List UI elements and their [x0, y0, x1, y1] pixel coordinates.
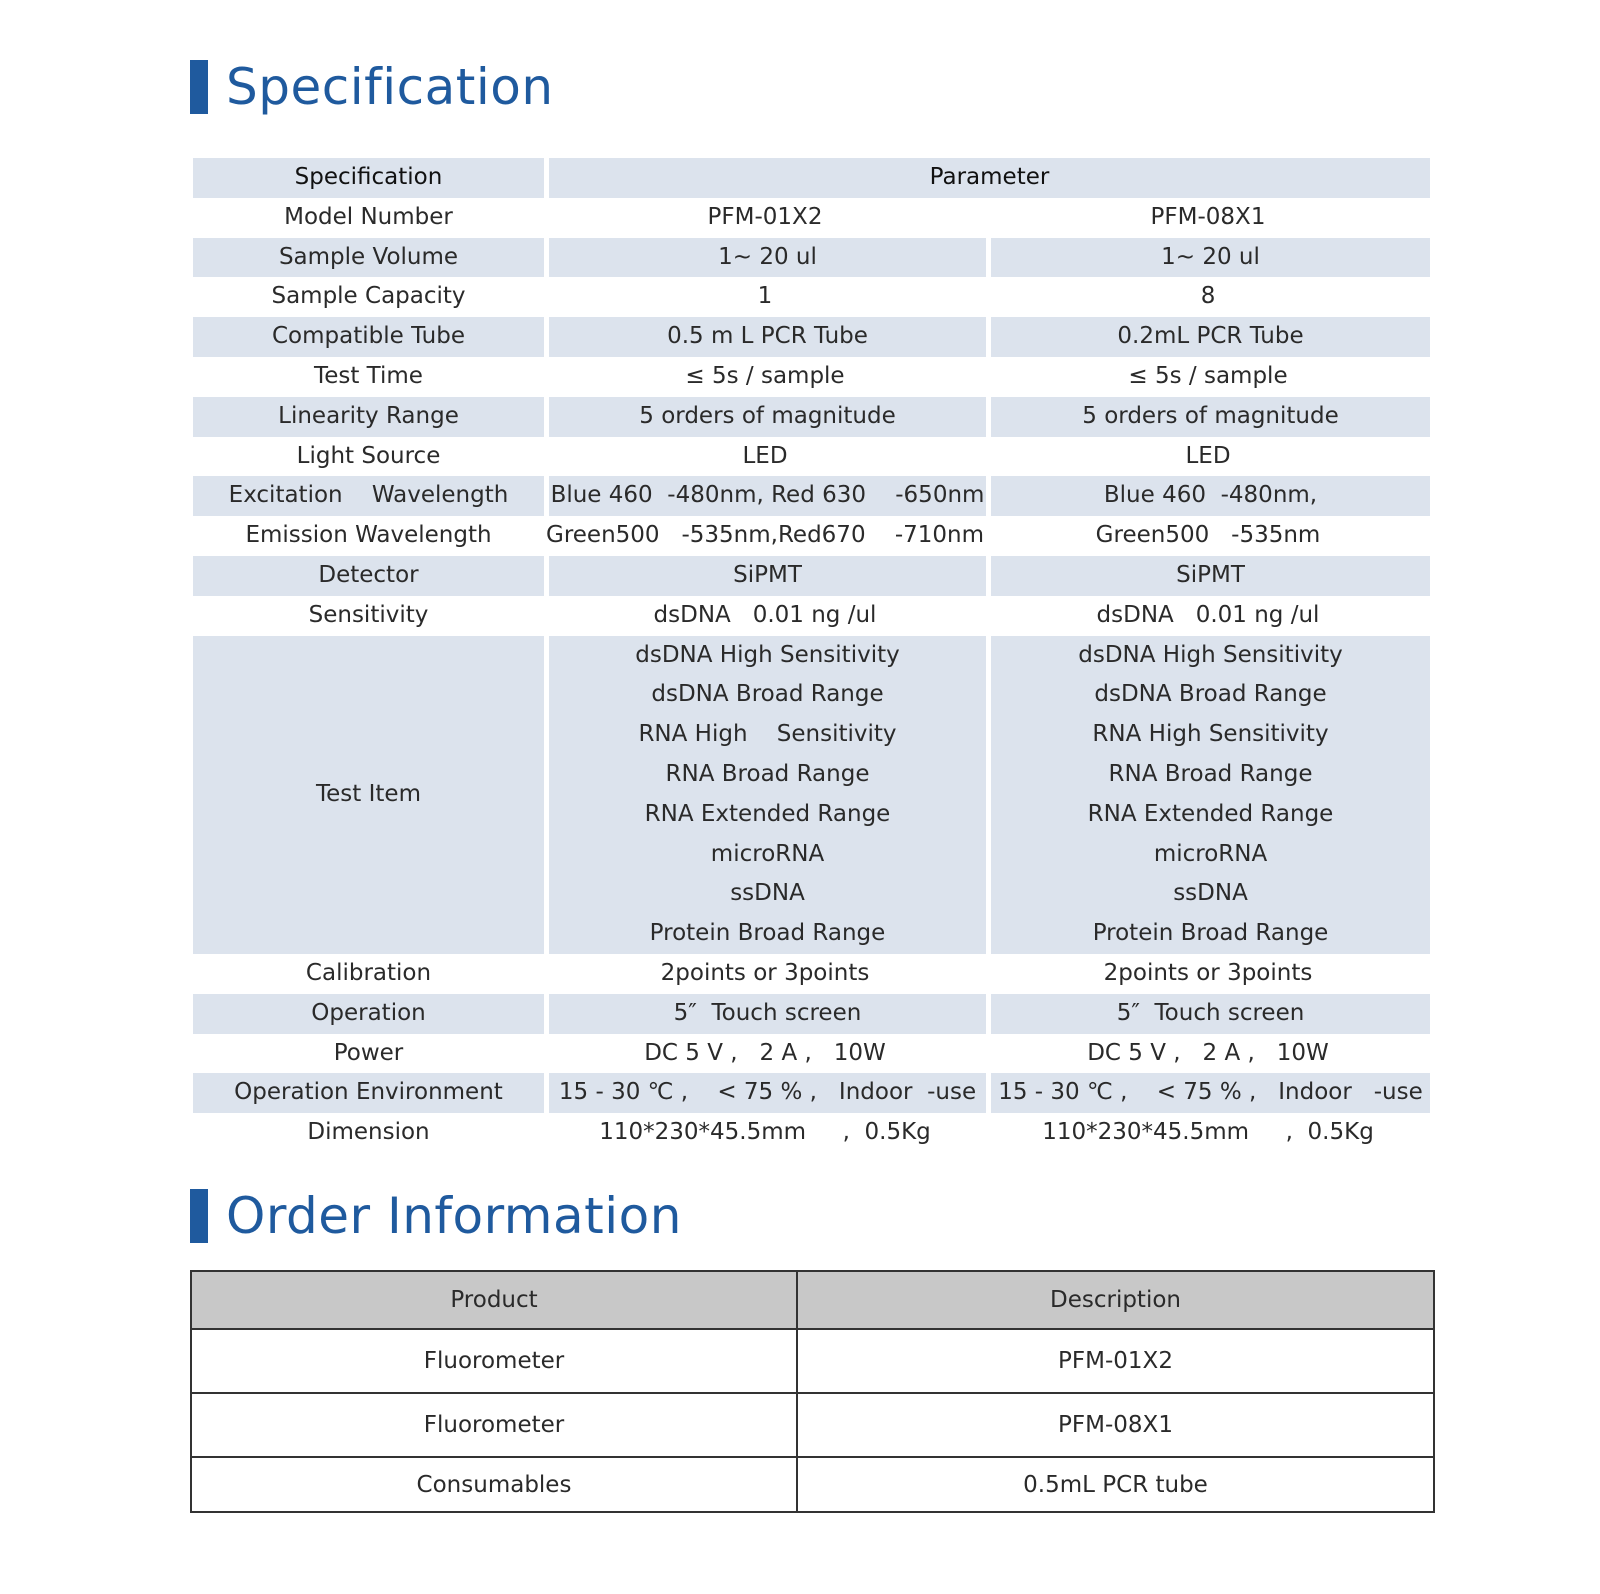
description-cell: PFM-08X1 — [797, 1393, 1434, 1457]
heading-accent-bar — [190, 60, 208, 114]
order-section-heading — [190, 1187, 682, 1245]
row-value-pfm-08x1: SiPMT — [986, 556, 1430, 596]
order-table — [190, 1270, 1435, 1513]
table-row — [193, 1073, 1430, 1113]
list-item: RNA High Sensitivity — [1092, 721, 1329, 748]
table-row — [191, 1457, 1434, 1512]
row-value-pfm-01x2: 110*230*45.5mm , 0.5Kg — [544, 1113, 986, 1153]
row-value-pfm-08x1: DC 5 V , 2 A , 10W — [986, 1034, 1430, 1074]
description-cell: PFM-01X2 — [797, 1329, 1434, 1393]
row-value-pfm-01x2: Blue 460 -480nm, Red 630 -650nm — [544, 476, 986, 516]
table-row — [193, 476, 1430, 516]
list-item: dsDNA High Sensitivity — [1078, 641, 1343, 668]
product-cell: Fluorometer — [191, 1393, 797, 1457]
spec-section-title: Specification — [226, 58, 554, 116]
test-items-pfm-08x1 — [986, 636, 1430, 954]
row-value-pfm-01x2: 1 — [544, 277, 986, 317]
row-value-pfm-08x1: 15 - 30 ℃ , < 75 % , Indoor -use — [986, 1073, 1430, 1113]
list-item: Protein Broad Range — [649, 920, 886, 947]
row-value-pfm-01x2: 15 - 30 ℃ , < 75 % , Indoor -use — [544, 1073, 986, 1113]
list-item: dsDNA Broad Range — [651, 681, 884, 708]
row-label: Calibration — [193, 954, 544, 994]
row-value-pfm-08x1: ≤ 5s / sample — [986, 357, 1430, 397]
row-value-pfm-08x1: LED — [986, 437, 1430, 477]
row-value-pfm-01x2: Green500 -535nm,Red670 -710nm — [544, 516, 986, 556]
table-row — [191, 1393, 1434, 1457]
list-item: Protein Broad Range — [1092, 920, 1329, 947]
table-row — [193, 596, 1430, 636]
row-label: Test Time — [193, 357, 544, 397]
row-value-pfm-08x1: PFM-08X1 — [986, 198, 1430, 238]
list-item: microRNA — [1153, 840, 1268, 867]
row-label: Sensitivity — [193, 596, 544, 636]
table-row — [193, 437, 1430, 477]
table-row — [193, 556, 1430, 596]
row-value-pfm-08x1: 2points or 3points — [986, 954, 1430, 994]
row-label: Detector — [193, 556, 544, 596]
table-row — [193, 1113, 1430, 1153]
spec-section-heading — [190, 58, 554, 116]
list-item: RNA High Sensitivity — [638, 721, 897, 748]
list-item: microRNA — [710, 840, 825, 867]
row-value-pfm-08x1: Green500 -535nm — [986, 516, 1430, 556]
row-value-pfm-01x2: 5 orders of magnitude — [544, 397, 986, 437]
row-value-pfm-08x1: 1~ 20 ul — [986, 238, 1430, 278]
row-value-pfm-08x1: 0.2mL PCR Tube — [986, 317, 1430, 357]
row-value-pfm-08x1: 110*230*45.5mm , 0.5Kg — [986, 1113, 1430, 1153]
row-label: Operation — [193, 994, 544, 1034]
spec-table — [193, 158, 1430, 1153]
row-label: Model Number — [193, 198, 544, 238]
row-value-pfm-01x2: DC 5 V , 2 A , 10W — [544, 1034, 986, 1074]
test-item-label: Test Item — [193, 636, 544, 954]
table-row — [193, 198, 1430, 238]
row-label: Excitation Wavelength — [193, 476, 544, 516]
row-label: Operation Environment — [193, 1073, 544, 1113]
row-label: Power — [193, 1034, 544, 1074]
product-header-cell: Product — [191, 1271, 797, 1329]
row-label: Emission Wavelength — [193, 516, 544, 556]
table-row — [191, 1329, 1434, 1393]
list-item: dsDNA Broad Range — [1094, 681, 1327, 708]
list-item: ssDNA — [1173, 880, 1248, 907]
row-value-pfm-01x2: SiPMT — [544, 556, 986, 596]
row-value-pfm-08x1: dsDNA 0.01 ng /ul — [986, 596, 1430, 636]
table-row — [193, 317, 1430, 357]
row-value-pfm-01x2: ≤ 5s / sample — [544, 357, 986, 397]
row-value-pfm-01x2: LED — [544, 437, 986, 477]
row-label: Dimension — [193, 1113, 544, 1153]
row-label: Sample Volume — [193, 238, 544, 278]
description-cell: 0.5mL PCR tube — [797, 1457, 1434, 1512]
order-section-title: Order Information — [226, 1187, 682, 1245]
product-cell: Fluorometer — [191, 1329, 797, 1393]
heading-accent-bar — [190, 1189, 208, 1243]
order-table-header-row — [191, 1271, 1434, 1329]
list-item: ssDNA — [730, 880, 805, 907]
row-label: Light Source — [193, 437, 544, 477]
table-row — [193, 357, 1430, 397]
table-row — [193, 1034, 1430, 1074]
product-cell: Consumables — [191, 1457, 797, 1512]
list-item: RNA Broad Range — [665, 760, 870, 787]
row-label: Linearity Range — [193, 397, 544, 437]
row-value-pfm-01x2: PFM-01X2 — [544, 198, 986, 238]
list-item: RNA Extended Range — [644, 800, 891, 827]
list-item: RNA Broad Range — [1108, 760, 1313, 787]
row-value-pfm-01x2: 0.5 m L PCR Tube — [544, 317, 986, 357]
table-row — [193, 994, 1430, 1034]
row-value-pfm-08x1: 8 — [986, 277, 1430, 317]
spec-table-header-row — [193, 158, 1430, 198]
test-items-pfm-01x2 — [544, 636, 986, 954]
row-value-pfm-08x1: 5″ Touch screen — [986, 994, 1430, 1034]
description-header-cell: Description — [797, 1271, 1434, 1329]
row-value-pfm-01x2: 5″ Touch screen — [544, 994, 986, 1034]
table-row — [193, 516, 1430, 556]
row-value-pfm-01x2: dsDNA 0.01 ng /ul — [544, 596, 986, 636]
row-value-pfm-08x1: Blue 460 -480nm, — [986, 476, 1430, 516]
list-item: RNA Extended Range — [1087, 800, 1334, 827]
row-label: Sample Capacity — [193, 277, 544, 317]
spec-header-cell: Specification — [193, 158, 544, 198]
list-item: dsDNA High Sensitivity — [635, 641, 900, 668]
table-row — [193, 238, 1430, 278]
row-value-pfm-01x2: 1~ 20 ul — [544, 238, 986, 278]
table-row — [193, 397, 1430, 437]
row-value-pfm-08x1: 5 orders of magnitude — [986, 397, 1430, 437]
test-item-row — [193, 636, 1430, 954]
table-row — [193, 954, 1430, 994]
row-value-pfm-01x2: 2points or 3points — [544, 954, 986, 994]
table-row — [193, 277, 1430, 317]
parameter-header-cell: Parameter — [544, 158, 1430, 198]
row-label: Compatible Tube — [193, 317, 544, 357]
